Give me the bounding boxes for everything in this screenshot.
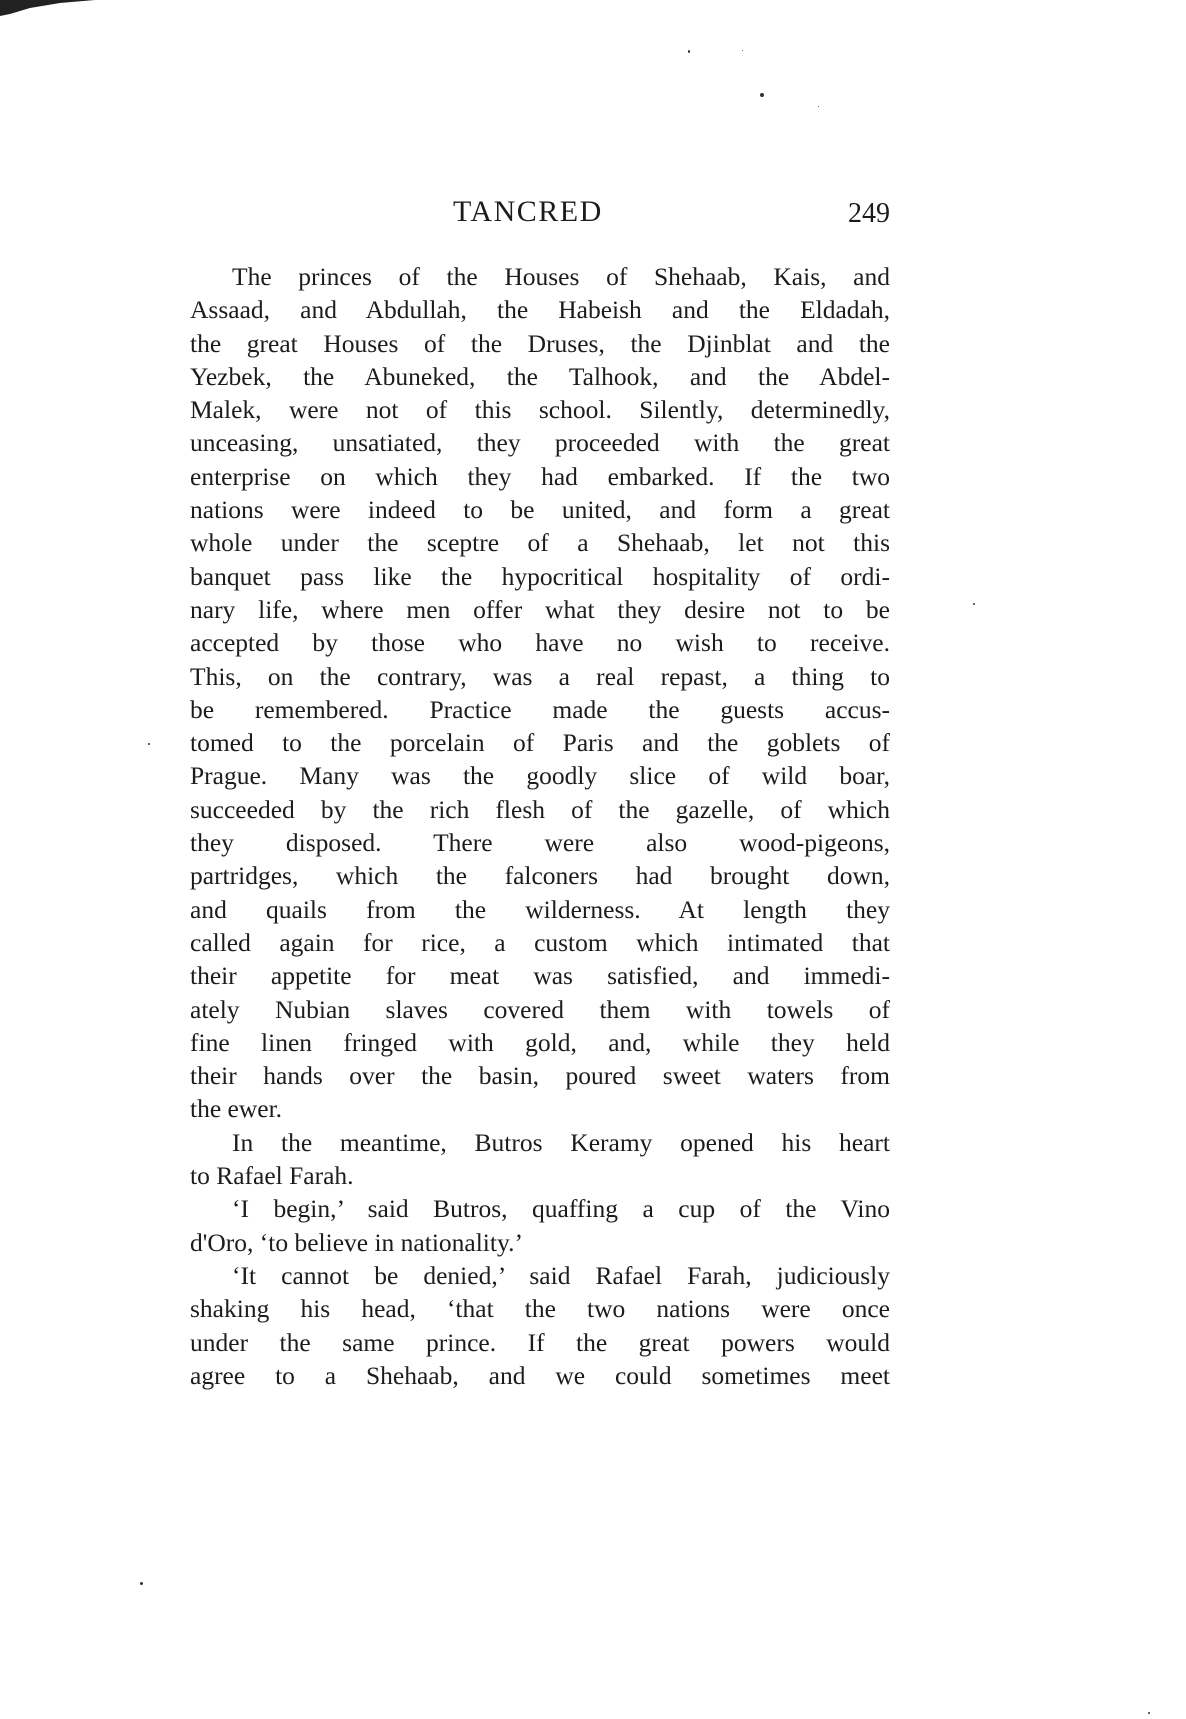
text-line: banquet pass like the hypocritical hospitality of ordi- <box>190 561 890 591</box>
text-line: Prague. Many was the goodly slice of wild boar, <box>190 761 890 791</box>
text-line: the great Houses of the Druses, the Djinblat and the <box>190 328 890 358</box>
running-title: TANCRED <box>453 195 603 228</box>
text-line: the ewer. <box>190 1094 283 1124</box>
scan-speck <box>818 106 819 107</box>
text-line: succeeded by the rich flesh of the gazelle, of which <box>190 794 890 824</box>
text-line: partridges, which the falconers had brought down, <box>190 861 890 891</box>
text-line: they disposed. There were also wood-pigeons, <box>190 828 890 858</box>
text-line: called again for rice, a custom which intimated that <box>190 927 890 957</box>
text-line: Assaad, and Abdullah, the Habeish and the Eldadah, <box>190 295 890 325</box>
scan-speck <box>973 603 975 605</box>
text-line: In the meantime, Butros Keramy opened his heart <box>232 1127 890 1157</box>
text-line: d'Oro, ‘to believe in nationality.’ <box>190 1227 523 1257</box>
text-line: unceasing, unsatiated, they proceeded with the great <box>190 428 890 458</box>
text-line: ‘I begin,’ said Butros, quaffing a cup of the Vino <box>232 1194 890 1224</box>
scan-speck <box>140 1582 143 1585</box>
scan-speck <box>148 743 150 745</box>
text-line: nations were indeed to be united, and form a great <box>190 495 890 525</box>
scan-speck <box>742 50 743 51</box>
scan-speck <box>688 50 690 53</box>
text-line: enterprise on which they had embarked. If the two <box>190 461 890 491</box>
scan-speck <box>760 93 764 97</box>
text-line: to Rafael Farah. <box>190 1161 354 1191</box>
text-line: their appetite for meat was satisfied, and immedi- <box>190 961 890 991</box>
text-line: The princes of the Houses of Shehaab, Kais, and <box>232 262 890 291</box>
text-line: This, on the contrary, was a real repast, a thing to <box>190 661 890 691</box>
text-line: ‘It cannot be denied,’ said Rafael Farah, judiciously <box>232 1260 890 1290</box>
paragraph <box>190 1259 890 1392</box>
text-line: ately Nubian slaves covered them with towels of <box>190 994 890 1024</box>
running-head <box>190 190 890 234</box>
paragraph <box>190 1126 890 1193</box>
scan-corner-mark <box>0 0 95 16</box>
text-line: whole under the sceptre of a Shehaab, let not this <box>190 528 890 558</box>
text-line: nary life, where men offer what they desire not to be <box>190 594 890 624</box>
paragraph <box>190 260 890 1126</box>
body-text <box>190 260 890 1392</box>
scan-speck <box>1148 1712 1150 1714</box>
text-line: agree to a Shehaab, and we could sometimes meet <box>190 1360 890 1390</box>
text-line: tomed to the porcelain of Paris and the goblets of <box>190 728 890 758</box>
text-line: fine linen fringed with gold, and, while they held <box>190 1027 890 1057</box>
paragraph <box>190 1192 890 1259</box>
text-line: Yezbek, the Abuneked, the Talhook, and the Abdel- <box>190 361 890 391</box>
text-line: be remembered. Practice made the guests accus- <box>190 694 890 724</box>
page-number: 249 <box>848 198 890 229</box>
text-line: and quails from the wilderness. At length they <box>190 894 890 924</box>
text-line: Malek, were not of this school. Silently, determinedly, <box>190 395 890 425</box>
text-line: under the same prince. If the great powers would <box>190 1327 890 1357</box>
text-line: their hands over the basin, poured sweet waters from <box>190 1061 890 1091</box>
text-line: shaking his head, ‘that the two nations were once <box>190 1294 890 1324</box>
text-line: accepted by those who have no wish to receive. <box>190 628 890 658</box>
